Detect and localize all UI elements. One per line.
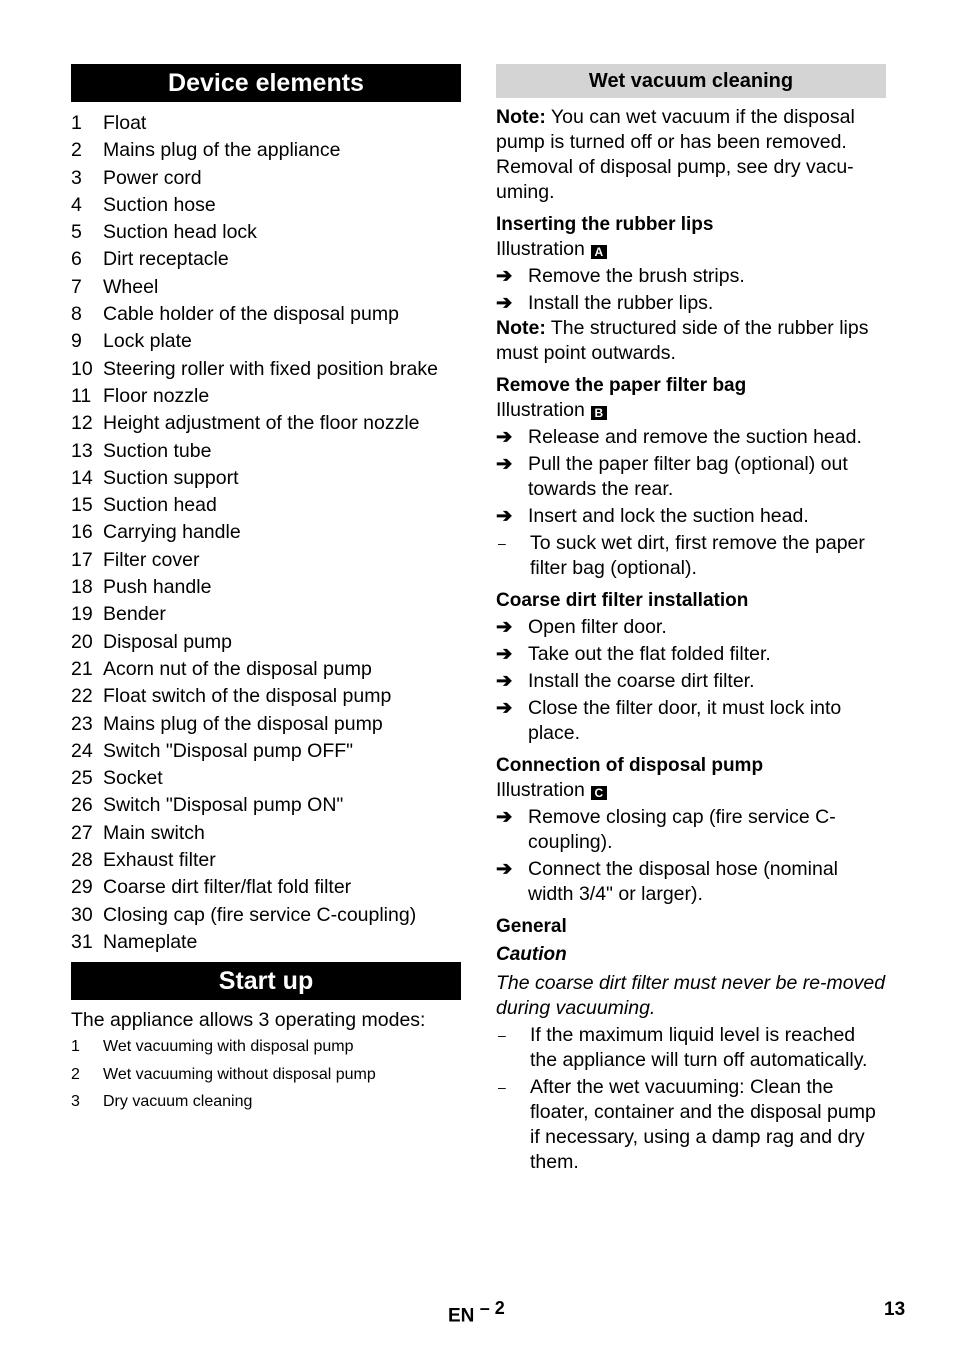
illustration-ref	[496, 237, 886, 262]
arrow-icon: ➔	[496, 697, 513, 719]
start-up-title: Start up	[71, 962, 461, 1000]
list-item	[71, 383, 461, 410]
note-label: Note:	[496, 317, 546, 339]
item-label: Switch "Disposal pump OFF"	[103, 739, 354, 762]
start-up-intro: The appliance allows 3 operating modes:	[71, 1009, 426, 1032]
list-item	[71, 356, 461, 383]
section-page: – 2	[479, 1298, 505, 1318]
list-item	[71, 110, 461, 137]
list-item	[496, 425, 886, 450]
rubber-lips-heading: Inserting the rubber lips	[496, 214, 714, 235]
arrow-icon: ➔	[496, 426, 513, 448]
item-label: Wet vacuuming with disposal pump	[103, 1038, 354, 1056]
coarse-filter-heading: Coarse dirt filter installation	[496, 590, 749, 611]
step-text: Install the coarse dirt filter.	[528, 670, 755, 692]
list-item	[71, 629, 461, 656]
list-item	[496, 1075, 886, 1175]
list-item	[71, 929, 461, 956]
item-label: Exhaust filter	[103, 849, 216, 872]
item-number: 6	[71, 248, 82, 271]
list-item	[71, 137, 461, 164]
list-item	[71, 246, 461, 273]
step-text: Remove closing cap (fire service C-coupling).	[528, 806, 836, 853]
illustration-ref	[496, 398, 886, 423]
item-label: Filter cover	[103, 548, 200, 571]
item-label: Carrying handle	[103, 521, 241, 544]
arrow-icon: ➔	[496, 616, 513, 638]
list-item	[496, 531, 886, 581]
footer-language	[448, 1298, 505, 1327]
illustration-c-icon: C	[591, 786, 607, 800]
note-label: Note:	[496, 106, 546, 128]
list-item	[71, 165, 461, 192]
arrow-icon: ➔	[496, 505, 513, 527]
item-label: Disposal pump	[103, 630, 232, 653]
list-item	[496, 291, 886, 316]
left-column	[71, 64, 461, 1115]
list-item	[71, 1061, 461, 1088]
paper-filter-heading: Remove the paper filter bag	[496, 375, 747, 396]
dash-icon: –	[498, 1027, 506, 1043]
device-elements-list	[71, 110, 461, 956]
step-text: After the wet vacuuming: Clean the floater, container and the disposal pump if necessary, using a damp rag and dry them.	[530, 1076, 876, 1173]
note-paragraph	[496, 316, 886, 366]
item-number: 3	[71, 166, 82, 189]
item-label: Float	[103, 112, 147, 134]
step-text: Insert and lock the suction head.	[528, 505, 809, 527]
list-item	[496, 857, 886, 907]
arrow-icon: ➔	[496, 265, 513, 287]
arrow-icon: ➔	[496, 858, 513, 880]
list-item	[71, 738, 461, 765]
list-item	[496, 264, 886, 289]
step-text: If the maximum liquid level is reached the appliance will turn off automatically.	[530, 1024, 868, 1071]
item-number: 18	[71, 576, 93, 599]
step-text: Pull the paper filter bag (optional) out towards the rear.	[528, 453, 848, 500]
item-label: Steering roller with fixed position brake	[103, 357, 438, 380]
item-number: 2	[71, 139, 82, 162]
list-item	[496, 615, 886, 640]
list-item	[496, 452, 886, 502]
item-number: 30	[71, 903, 93, 926]
item-number: 5	[71, 221, 82, 244]
right-column	[496, 64, 886, 1175]
list-item	[71, 219, 461, 246]
item-number: 1	[71, 1038, 80, 1056]
caution-text: The coarse dirt filter must never be re-moved during vacuuming.	[496, 972, 886, 1019]
item-label: Closing cap (fire service C-coupling)	[103, 903, 417, 926]
list-item	[496, 642, 886, 667]
item-number: 23	[71, 712, 93, 735]
item-label: Cable holder of the disposal pump	[103, 303, 399, 326]
item-number: 11	[71, 384, 92, 407]
list-item	[71, 902, 461, 929]
item-label: Lock plate	[103, 330, 192, 353]
item-label: Height adjustment of the floor nozzle	[103, 412, 420, 435]
list-item	[71, 438, 461, 465]
item-number: 20	[71, 630, 93, 653]
illustration-label: Illustration	[496, 779, 585, 801]
note-text: The structured side of the rubber lips must point outwards.	[496, 317, 869, 364]
item-number: 28	[71, 849, 93, 872]
item-label: Suction hose	[103, 193, 216, 216]
step-text: To suck wet dirt, first remove the paper filter bag (optional).	[530, 532, 865, 579]
list-item	[71, 711, 461, 738]
list-item	[71, 301, 461, 328]
item-label: Push handle	[103, 576, 212, 599]
list-item	[71, 192, 461, 219]
list-item	[71, 519, 461, 546]
item-number: 25	[71, 767, 93, 790]
list-item	[71, 492, 461, 519]
item-number: 29	[71, 876, 93, 899]
step-text: Close the filter door, it must lock into place.	[528, 697, 842, 744]
item-label: Mains plug of the disposal pump	[103, 712, 383, 735]
item-number: 15	[71, 494, 93, 517]
illustration-label: Illustration	[496, 399, 585, 421]
illustration-ref	[496, 778, 886, 803]
step-text: Release and remove the suction head.	[528, 426, 862, 448]
list-item	[71, 820, 461, 847]
item-number: 8	[71, 303, 82, 326]
item-label: Bender	[103, 603, 166, 626]
arrow-icon: ➔	[496, 453, 513, 475]
item-number: 31	[71, 930, 93, 953]
arrow-icon: ➔	[496, 643, 513, 665]
item-label: Dry vacuum cleaning	[103, 1092, 253, 1110]
item-number: 22	[71, 685, 93, 708]
item-number: 9	[71, 330, 82, 353]
item-number: 24	[71, 739, 93, 762]
list-item	[71, 465, 461, 492]
item-label: Mains plug of the appliance	[103, 139, 341, 162]
item-number: 26	[71, 794, 93, 817]
arrow-icon: ➔	[496, 670, 513, 692]
list-item	[71, 274, 461, 301]
caution-heading: Caution	[496, 944, 567, 965]
list-item	[71, 1033, 461, 1060]
list-item	[71, 792, 461, 819]
item-label: Suction support	[103, 466, 239, 489]
dash-icon: –	[498, 1079, 506, 1095]
note-text: You can wet vacuum if the disposal pump is turned off or has been removed. Removal of disposal pump, see dry vacu-uming.	[496, 106, 855, 203]
note-paragraph	[496, 105, 886, 205]
item-label: Suction head	[103, 494, 217, 517]
list-item	[71, 547, 461, 574]
illustration-label: Illustration	[496, 238, 585, 260]
item-label: Float switch of the disposal pump	[103, 685, 392, 708]
item-label: Power cord	[103, 166, 202, 189]
item-number: 12	[71, 412, 93, 435]
list-item	[71, 874, 461, 901]
list-item	[496, 669, 886, 694]
item-number: 19	[71, 603, 93, 626]
page-number: 13	[884, 1299, 906, 1320]
step-text: Connect the disposal hose (nominal width 3/4" or larger).	[528, 858, 839, 905]
item-label: Floor nozzle	[103, 384, 210, 407]
dash-icon: –	[498, 535, 506, 551]
item-label: Coarse dirt filter/flat fold filter	[103, 876, 352, 899]
item-number: 4	[71, 193, 82, 216]
list-item	[496, 1023, 886, 1073]
item-label: Acorn nut of the disposal pump	[103, 657, 372, 680]
item-number: 21	[71, 657, 93, 680]
item-label: Dirt receptacle	[103, 248, 229, 271]
list-item	[71, 410, 461, 437]
step-text: Take out the flat folded filter.	[528, 643, 771, 665]
item-number: 1	[71, 112, 82, 134]
list-item	[71, 1088, 461, 1115]
list-item	[71, 328, 461, 355]
list-item	[496, 504, 886, 529]
wet-vacuum-title: Wet vacuum cleaning	[496, 64, 886, 98]
item-label: Suction head lock	[103, 221, 257, 244]
arrow-icon: ➔	[496, 292, 513, 314]
list-item	[71, 601, 461, 628]
list-item	[71, 847, 461, 874]
list-item	[71, 574, 461, 601]
item-number: 14	[71, 466, 93, 489]
list-item	[71, 656, 461, 683]
operating-modes-list	[71, 1033, 461, 1115]
item-label: Wet vacuuming without disposal pump	[103, 1065, 376, 1083]
item-label: Wheel	[103, 275, 159, 298]
step-text: Remove the brush strips.	[528, 265, 745, 287]
item-number: 13	[71, 439, 93, 462]
list-item	[71, 683, 461, 710]
list-item	[496, 696, 886, 746]
item-label: Suction tube	[103, 439, 212, 462]
step-text: Install the rubber lips.	[528, 292, 714, 314]
item-label: Main switch	[103, 821, 205, 844]
step-text: Open filter door.	[528, 616, 667, 638]
list-item	[71, 765, 461, 792]
item-number: 10	[71, 357, 93, 380]
item-label: Nameplate	[103, 930, 198, 953]
device-elements-title: Device elements	[71, 64, 461, 102]
connection-heading: Connection of disposal pump	[496, 755, 764, 776]
item-number: 17	[71, 548, 93, 571]
item-number: 2	[71, 1065, 80, 1083]
item-number: 7	[71, 275, 82, 298]
item-number: 27	[71, 821, 93, 844]
language-code: EN	[448, 1305, 475, 1327]
item-label: Switch "Disposal pump ON"	[103, 794, 344, 817]
item-number: 16	[71, 521, 93, 544]
general-heading: General	[496, 916, 567, 937]
list-item	[496, 805, 886, 855]
arrow-icon: ➔	[496, 806, 513, 828]
item-number: 3	[71, 1092, 80, 1110]
illustration-b-icon: B	[591, 406, 607, 420]
item-label: Socket	[103, 767, 163, 790]
illustration-a-icon: A	[591, 245, 607, 259]
